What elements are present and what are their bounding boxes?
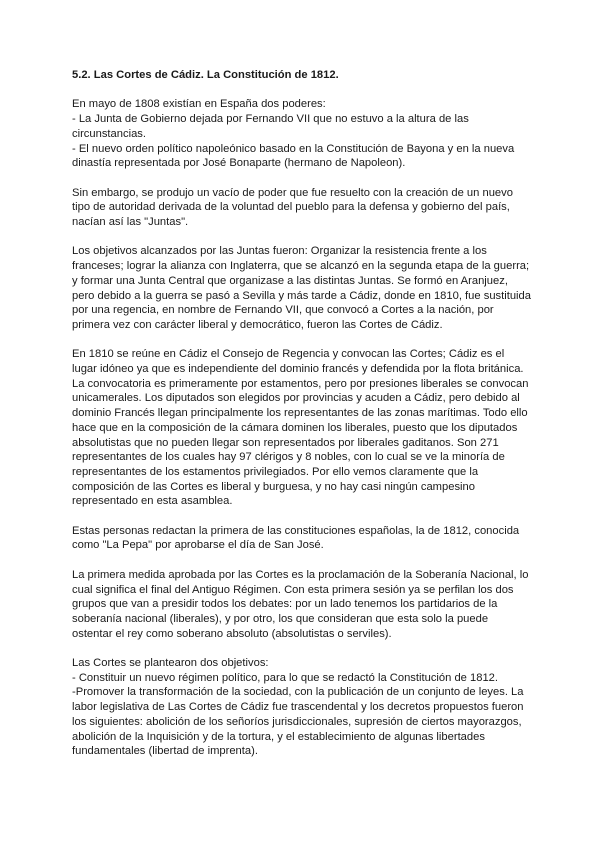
text-line: franceses; lograr la alianza con Inglaterra, que se alcanzó en la segunda etapa de la guerra; — [72, 260, 530, 273]
text-line: - La Junta de Gobierno dejada por Fernando VII que no estuvo a la altura de las — [72, 113, 469, 126]
paragraph — [72, 97, 572, 171]
text-line: cual significa el final del Antiguo Régimen. Con esta primera sesión ya se perfilan los dos — [72, 583, 514, 596]
text-line: hace que en la composición de la cámara dominen los liberales, puesto que los diputados — [72, 421, 518, 434]
text-line: los siguientes: abolición de los señoríos jurisdiccionales, supresión de ciertos mayorazgos, — [72, 715, 522, 728]
text-line: tipo de autoridad derivada de la voluntad del pueblo para la defensa y gobierno del país, — [72, 201, 510, 214]
text-line: fundamentales (libertad de imprenta). — [72, 745, 258, 758]
text-line: composición de las Cortes es liberal y burguesa, y no hay casi ningún campesino — [72, 480, 475, 493]
paragraph — [72, 186, 572, 230]
text-line: Los objetivos alcanzados por las Juntas fueron: Organizar la resistencia frente a los — [72, 245, 487, 258]
text-line: - El nuevo orden político napoleónico basado en la Constitución de Bayona y en la nueva — [72, 142, 515, 155]
paragraph — [72, 656, 572, 759]
text-line: -Promover la transformación de la sociedad, con la publicación de un conjunto de leyes. La — [72, 686, 524, 699]
text-line: Estas personas redactan la primera de las constituciones españolas, la de 1812, conocida — [72, 524, 520, 537]
document-page — [72, 68, 572, 774]
text-line: representantes de los estamentos privilegiados. Por ello vemos claramente que la — [72, 465, 479, 478]
text-line: dominio Francés llegan principalmente los representantes de las zonas marítimas. Todo ello — [72, 407, 528, 420]
text-line: En 1810 se reúne en Cádiz el Consejo de Regencia y convocan las Cortes; Cádiz es el — [72, 348, 505, 361]
section-title: 5.2. Las Cortes de Cádiz. La Constitución de 1812. — [72, 69, 339, 81]
paragraph — [72, 244, 572, 332]
text-line: abolición de la Inquisición y de la tortura, y el establecimiento de algunas libertades — [72, 730, 485, 743]
text-line: labor legislativa de Las Cortes de Cádiz fue trascendental y los decretos propuestos fueron — [72, 701, 524, 714]
text-line: En mayo de 1808 existían en España dos poderes: — [72, 98, 326, 111]
text-line: por una regencia, en nombre de Fernando VII, que convocó a Cortes a la nación, por — [72, 304, 494, 317]
text-line: Las Cortes se plantearon dos objetivos: — [72, 657, 269, 670]
text-line: Sin embargo, se produjo un vacío de poder que fue resuelto con la creación de un nuevo — [72, 186, 513, 199]
document-body — [72, 97, 572, 759]
text-line: La primera medida aprobada por las Cortes es la proclamación de la Soberanía Nacional, lo — [72, 568, 529, 581]
text-line: pero debido a la guerra se pasó a Sevilla y más tarde a Cádiz, donde en 1810, fue sustituida — [72, 289, 531, 302]
text-line: unicamerales. Los diputados son elegidos por provincias y acuden a Cádiz, pero debido al — [72, 392, 520, 405]
text-line: - Constituir un nuevo régimen político, para lo que se redactó la Constitución de 1812. — [72, 671, 498, 684]
text-line: dinastía representada por José Bonaparte (hermano de Napoleon). — [72, 157, 406, 170]
text-line: y formar una Junta Central que organizase a las distintas Juntas. Se formó en Aranjuez, — [72, 274, 508, 287]
text-line: absolutistas que no pueden llegar son representados por liberales gaditanos. Son 271 — [72, 436, 499, 449]
text-line: ostentar el rey como soberano absoluto (absolutistas o serviles). — [72, 627, 392, 640]
paragraph — [72, 347, 572, 509]
paragraph — [72, 568, 572, 642]
paragraph — [72, 524, 572, 553]
text-line: representado en esta asamblea. — [72, 495, 233, 508]
text-line: primera vez con carácter liberal y democrático, fueron las Cortes de Cádiz. — [72, 318, 443, 331]
text-line: como "La Pepa" por aprobarse el día de San José. — [72, 539, 324, 552]
text-line: lugar idóneo ya que es independiente del dominio francés y defendida por la flota británica. — [72, 363, 524, 375]
text-line: representantes de los cuales hay 97 clérigos y 8 nobles, con lo cual se ve la minoría de — [72, 451, 505, 464]
text-line: soberanía nacional (liberales), y por otro, los que consideran que esta solo la puede — [72, 612, 489, 625]
text-line: nacían así las "Juntas". — [72, 216, 189, 228]
text-line: La convocatoria es primeramente por estamentos, pero por presiones liberales se convocan — [72, 377, 529, 390]
text-line: circunstancias. — [72, 127, 146, 140]
text-line: grupos que van a presidir todos los debates: por un lado tenemos los partidarios de la — [72, 598, 498, 611]
